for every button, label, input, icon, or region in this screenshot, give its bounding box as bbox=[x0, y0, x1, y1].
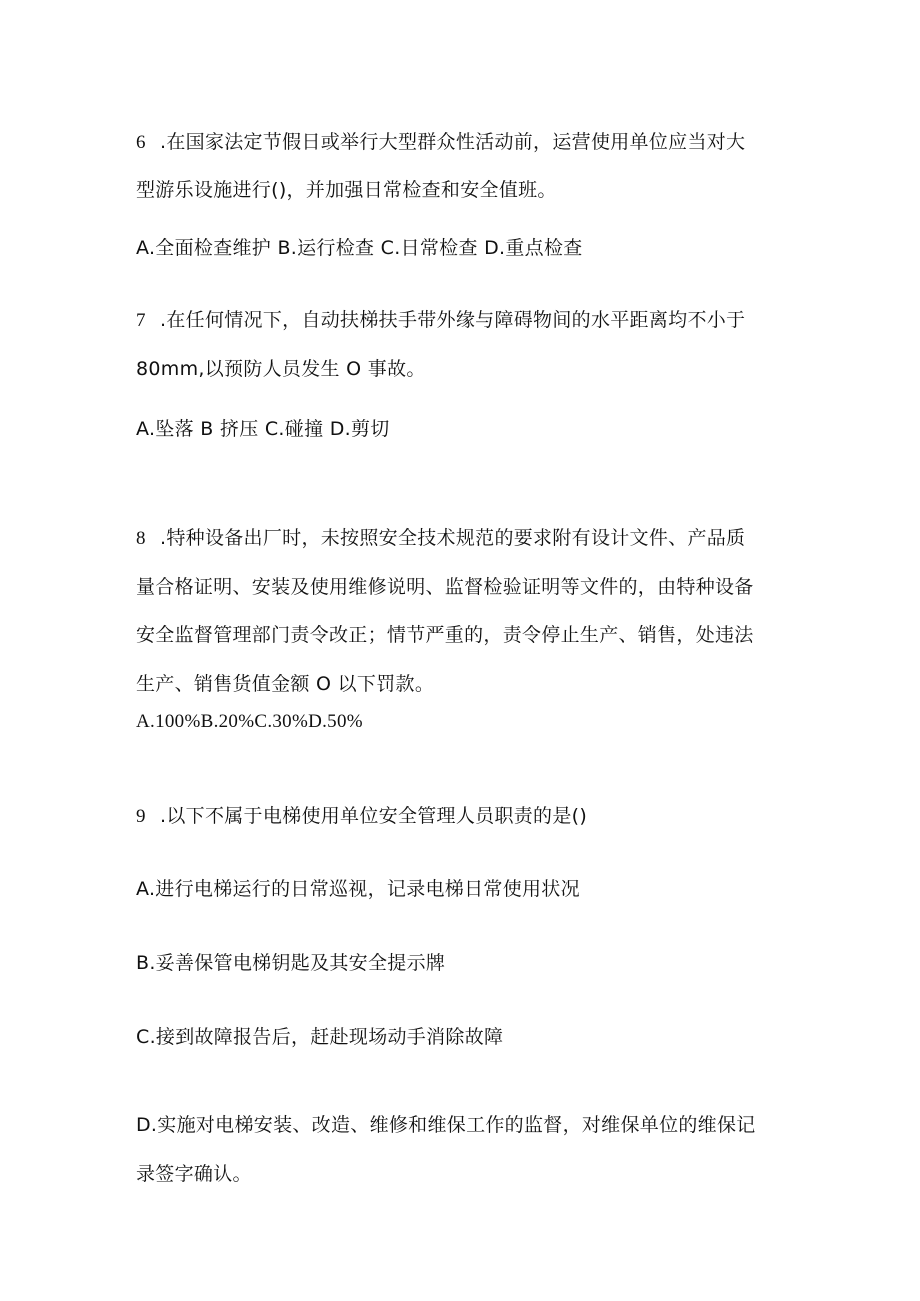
question-8-line-1 bbox=[136, 526, 745, 551]
question-8-line-3: 安全监督管理部门责令改正；情节严重的，责令停止生产、销售，处违法 bbox=[136, 624, 754, 646]
question-8-options: A.100%B.20%C.30%D.50% bbox=[136, 711, 363, 732]
question-6-line-2: 型游乐设施进行()，并加强日常检查和安全值班。 bbox=[136, 179, 557, 201]
question-8-line-2: 量合格证明、安装及使用维修说明、监督检验证明等文件的，由特种设备 bbox=[136, 576, 754, 598]
question-9-option-d-line-1: D.实施对电梯安装、改造、维修和维保工作的监督，对维保单位的维保记 bbox=[136, 1114, 756, 1136]
question-6-number: 6 bbox=[136, 132, 146, 153]
question-9-option-c: C.接到故障报告后，赶赴现场动手消除故障 bbox=[136, 1026, 504, 1048]
question-7-number: 7 bbox=[136, 310, 146, 331]
question-9-option-b: B.妥善保管电梯钥匙及其安全提示牌 bbox=[136, 952, 446, 974]
question-7-line-1 bbox=[136, 308, 745, 333]
question-6-options: A.全面检查维护 B.运行检查 C.日常检查 D.重点检查 bbox=[136, 237, 583, 259]
question-9-number: 9 bbox=[136, 806, 146, 827]
question-6-text-1: .在国家法定节假日或举行大型群众性活动前，运营使用单位应当对大 bbox=[160, 131, 746, 153]
question-7-text-1: .在任何情况下，自动扶梯扶手带外缘与障碍物间的水平距离均不小于 bbox=[160, 309, 746, 331]
question-9-option-a: A.进行电梯运行的日常巡视，记录电梯日常使用状况 bbox=[136, 878, 580, 900]
question-7-options: A.坠落 B 挤压 C.碰撞 D.剪切 bbox=[136, 418, 390, 440]
question-9-line-1 bbox=[136, 804, 587, 829]
question-8-text-1: .特种设备出厂时，未按照安全技术规范的要求附有设计文件、产品质 bbox=[160, 527, 746, 549]
question-8-line-4: 生产、销售货值金额 O 以下罚款。 bbox=[136, 673, 435, 695]
question-7-line-2: 80mm,以预防人员发生 O 事故。 bbox=[136, 358, 426, 380]
question-8-number: 8 bbox=[136, 528, 146, 549]
question-9-text-1: .以下不属于电梯使用单位安全管理人员职责的是() bbox=[160, 805, 588, 827]
question-6-line-1 bbox=[136, 130, 745, 155]
question-9-option-d-line-2: 录签字确认。 bbox=[136, 1163, 252, 1185]
